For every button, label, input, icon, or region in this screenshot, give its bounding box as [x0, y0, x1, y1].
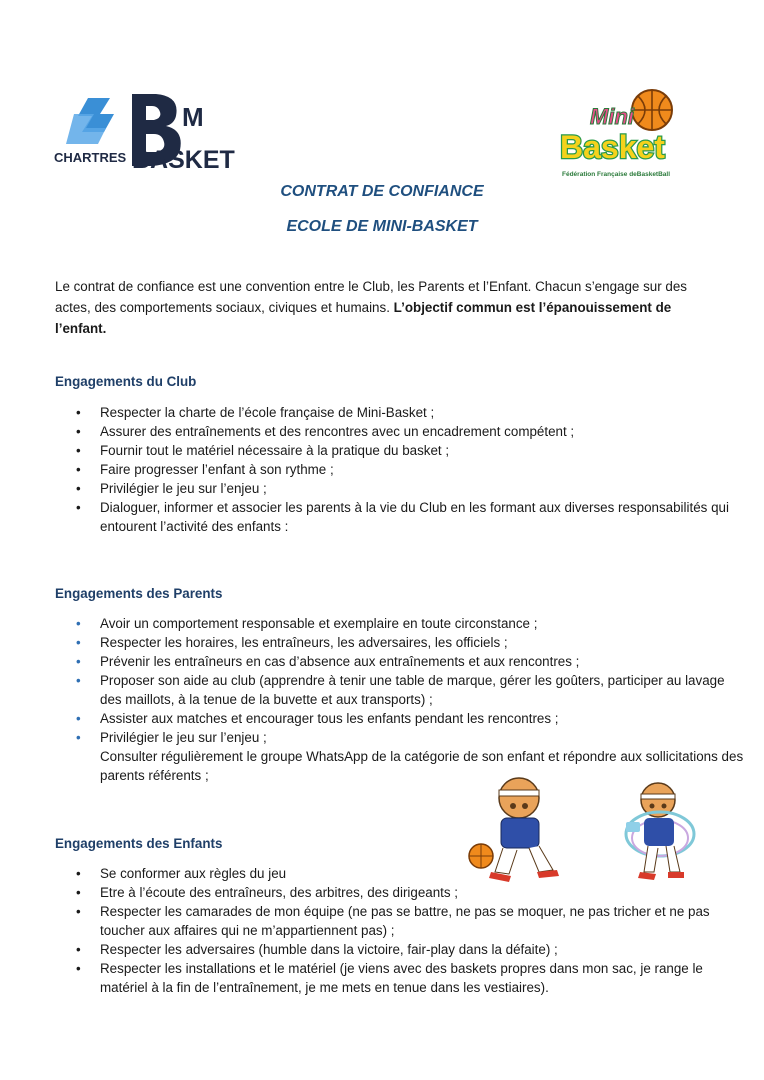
bullet-icon: • [76, 405, 81, 420]
list-item: • Se conformer aux règles du jeu [76, 866, 287, 881]
list-item: • Faire progresser l’enfant à son rythme ; [76, 462, 334, 477]
svg-text:BASKET: BASKET [132, 146, 235, 172]
bullet-icon: • [76, 443, 81, 458]
list-item: Consulter régulièrement le groupe WhatsApp de la catégorie de son enfant et répondre aux sollicitations des parents référents ; [100, 749, 744, 783]
document-title: CONTRAT DE CONFIANCE [280, 183, 484, 200]
bullet-icon: • [76, 500, 81, 515]
svg-text:Fédération Française deBasketB: Fédération Française deBasketBall [562, 171, 671, 178]
parents-list [76, 614, 746, 785]
bullet-icon: • [76, 904, 81, 919]
list-item: • Privilégier le jeu sur l’enjeu ; [76, 481, 267, 496]
svg-text:M: M [182, 102, 204, 132]
bullet-icon: • [76, 730, 81, 745]
bullet-icon: • [76, 711, 81, 726]
list-item: • Assister aux matches et encourager tous les enfants pendant les rencontres ; [76, 711, 559, 726]
list-item: • Assurer des entraînements et des rencontres avec un encadrement compétent ; [76, 424, 575, 439]
list-item: • Respecter les adversaires (humble dans la victoire, fair-play dans la défaite) ; [76, 942, 558, 957]
children-list [76, 864, 746, 997]
club-list [76, 403, 746, 536]
bullet-icon: • [76, 942, 81, 957]
intro-bold: L’objectif commun est l’épanouissement de l’enfant. [55, 300, 672, 336]
list-item: • Prévenir les entraîneurs en cas d’absence aux entraînements et aux rencontres ; [76, 654, 580, 669]
intro-text: Le contrat de confiance est une convention entre le Club, les Parents et l’Enfant. Chacun s’engage sur des actes, des comportements sociaux, civiques et humains. [55, 279, 687, 315]
mini-basket-logo [556, 88, 688, 184]
intro-paragraph [55, 276, 725, 339]
list-item: • Respecter la charte de l’école française de Mini-Basket ; [76, 405, 435, 420]
list-item: • Fournir tout le matériel nécessaire à la pratique du basket ; [76, 443, 450, 458]
section-heading-club: Engagements du Club [55, 374, 197, 389]
list-item: • Proposer son aide au club (apprendre à tenir une table de marque, gérer les goûters, participer au lavage des maillots, à la tenue de la buvette et aux transports) ; [76, 673, 725, 707]
svg-text:Mini: Mini [590, 104, 634, 129]
section-heading-children: Engagements des Enfants [55, 836, 223, 851]
list-item: • Avoir un comportement responsable et exemplaire en toute circonstance ; [76, 616, 538, 631]
bullet-icon: • [76, 481, 81, 496]
list-item: • Respecter les horaires, les entraîneurs, les adversaires, les officiels ; [76, 635, 508, 650]
bullet-icon: • [76, 866, 81, 881]
bullet-icon: • [76, 635, 81, 650]
bullet-icon: • [76, 673, 81, 688]
svg-text:Basket: Basket [560, 129, 665, 165]
bullet-icon: • [76, 654, 81, 669]
list-item: • Respecter les installations et le matériel (je viens avec des baskets propres dans mon sac, je range le matériel à la fin de l’entraînement, je me mets en tenue dans les vestiaires). [76, 961, 703, 995]
chartres-basket-logo [52, 88, 242, 172]
list-item: • Respecter les camarades de mon équipe (ne pas se battre, ne pas se moquer, ne pas tricher et ne pas toucher aux affaires qui ne m’appartiennent pas) ; [76, 904, 710, 938]
list-item: • Dialoguer, informer et associer les parents à la vie du Club en les formant aux diverses responsabilités qui entourent l’activité des enfants : [76, 500, 729, 534]
section-heading-parents: Engagements des Parents [55, 586, 223, 601]
svg-text:CHARTRES: CHARTRES [54, 150, 127, 165]
bullet-icon: • [76, 961, 81, 976]
document-subtitle: ECOLE DE MINI-BASKET [286, 218, 478, 235]
bullet-icon: • [76, 462, 81, 477]
list-item: • Privilégier le jeu sur l’enjeu ; [76, 730, 267, 745]
bullet-icon: • [76, 885, 81, 900]
bullet-icon: • [76, 424, 81, 439]
list-item: • Etre à l’écoute des entraîneurs, des arbitres, des dirigeants ; [76, 885, 459, 900]
bullet-icon: • [76, 616, 81, 631]
